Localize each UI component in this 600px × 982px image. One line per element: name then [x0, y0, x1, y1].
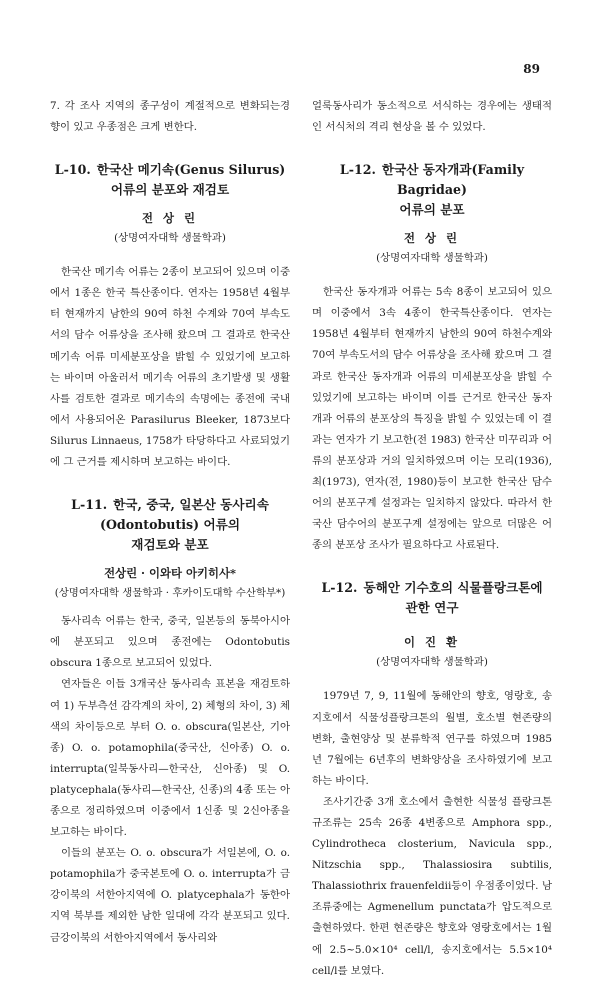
section-title: 동해안 기수호의 식물플랑크톤에 — [363, 580, 543, 596]
section-title-line: 관한 연구 — [405, 600, 459, 616]
abstract-paragraph: 한국산 동자개과 어류는 5속 8종이 보고되어 있으며 이중에서 3속 4종이 한국특산종이다. 연자는 1958년 4월부터 현재까지 남한의 90여 하천수계와 70여 부속도서의 담수 어류상을 조사해 왔으며 그 결과로 한국산 동자개과 어류의 미세분포상을 밝힐 수 있었기에 보고하는 바이며 이를 근거로 한국산 동자개과 어류의 분포상의 특징을 밝힐 수 있었는데 이 결과는 연자가 기 보고한(전 1983) 한국산 미꾸리과 어류의 분포상과 거의 일치하였으며 이는 모리(1936), 최(1973), 연자(전, 1980)등이 보고한 한국산 담수어의 분포구계 설정과는 일치하지 않았다. 따라서 한국산 담수어의 분포구계 설정에는 앞으로 더많은 어종의 분포상 조사가 필요하다고 사료된다. — [312, 286, 552, 552]
section-title: 한국, 중국, 일본산 동사리속 — [113, 497, 269, 513]
section-heading — [312, 160, 552, 200]
author-line: 전 상 린 — [404, 231, 460, 246]
abstract-paragraph: 연자들은 이들 3개국산 동사리속 표본을 재검토하여 1) 두부측선 감각계의 차이, 2) 체형의 차이, 3) 체색의 차이등으로 부터 O. o. obscura(일본산, 기아종) O. o. potamophila(중국산, 신아종) O. o. interrupta(일북동사리—한국산, 신아종) 및 O. platycephala(동사리—한국산, 신종)의 4종 또는 아종으로 정리하였으며 이중에서 1신종 및 2신아종을 보고하는 바이다. — [50, 678, 290, 839]
abstract-paragraph: 한국산 메기속 어류는 2종이 보고되어 있으며 이중에서 1종은 한국 특산종이다. 연자는 1958년 4월부터 현재까지 남한의 90여 하천 수계와 70여 부속도서의 담수 어류상을 조사해 왔으며 그 결과로 한국산 메기속 어류 미세분포상을 밝힐 수 있었기에 보고하는 바이며 아울러서 메기속 어류의 초기발생 및 생활사를 검토한 결과로 메기속의 속명에는 종전에 국내에서 사용되어온 Parasilurus Bleeker, 1873보다 Silurus Linnaeus, 1758가 타당하다고 사료되었기에 그 근거를 제시하며 보고하는 바이다. — [50, 266, 290, 469]
abstract-paragraph: 동사리속 어류는 한국, 중국, 일본등의 동북아시아에 분포되고 있으며 종전에는 Odontobutis obscura 1종으로 보고되어 있었다. — [50, 615, 290, 670]
section-heading — [50, 160, 290, 180]
affiliation-line: (상명여자대학 생물학과) — [376, 656, 488, 669]
section-title: 한국산 메기속(Genus Silurus) — [96, 162, 286, 178]
author-line: 전 상 린 — [142, 211, 198, 226]
section-title-line: (Odontobutis) 어류의 — [99, 517, 240, 533]
continued-text: 얼룩동사리가 동소적으로 서식하는 경우에는 생태적인 서식처의 격리 현상을 볼 수 있었다. — [312, 100, 552, 134]
section-heading — [50, 495, 290, 515]
affiliation-line: (상명여자대학 생물학과) — [376, 252, 488, 265]
affiliation-line: (상명여자대학 생물학과 · 후카이도대학 수산학부*) — [54, 587, 286, 600]
author-line: 이 진 환 — [404, 635, 460, 650]
abstract-paragraph: 1979년 7, 9, 11월에 동해안의 향호, 영랑호, 송지호에서 식물성플랑크톤의 월별, 호소별 현존량의 변화, 출현양상 및 분류학적 연구를 하였으며 1985년 7월에는 6년후의 변화양상을 조사하였기에 보고하는 바이다. — [312, 690, 552, 787]
section-number: L-10. — [54, 162, 91, 178]
author-line: 전상린 · 이와타 아키히사* — [104, 566, 236, 581]
section-heading — [312, 578, 552, 598]
abstract-paragraph: 이들의 분포는 O. o. obscura가 서일본에, O. o. potamophila가 중국본토에 O. o. interrupta가 금강이북의 서한아지역에 O. platycephala가 동한아지역 북부를 제외한 남한 일대에 각각 분포되고 있다. 금강이북의 서한아지역에서 동사리와 — [50, 847, 290, 944]
section-title-line: 재검토와 분포 — [131, 537, 209, 553]
abstract-paragraph: 조사기간중 3개 호소에서 출현한 식물성 플랑크톤 규조류는 25속 26종 4변종으로 Amphora spp., Cylindrotheca closterium, Navicula spp., Nitzschia spp., Thalassiosira subtilis, Thalassiothrix frauenfeldii등이 우점종이었다. 남조류중에는 Agmenellum punctata가 압도적으로 출현하였다. 한편 현존량은 향호와 영랑호에서는 1월에 2.5~5.0×10⁴ cell/l, 송지호에서는 5.5×10⁴ cell/l를 보였다. — [312, 795, 552, 977]
section-number: L-12. — [321, 580, 358, 596]
section-title-line: 어류의 분포 — [399, 202, 465, 218]
right-column — [312, 96, 552, 982]
affiliation-line: (상명여자대학 생물학과) — [114, 232, 226, 245]
section-title: 한국산 동자개과(Family Bagridae) — [381, 162, 525, 198]
page-number: 89 — [523, 62, 540, 76]
section-number: L-11. — [71, 497, 108, 513]
section-title-line: 어류의 분포와 재검토 — [110, 182, 230, 198]
section-number: L-12. — [339, 162, 376, 178]
left-column — [50, 96, 290, 949]
continued-text: 7. 각 조사 지역의 종구성이 계절적으로 변화되는경향이 있고 우종점은 크게 변한다. — [50, 100, 290, 134]
